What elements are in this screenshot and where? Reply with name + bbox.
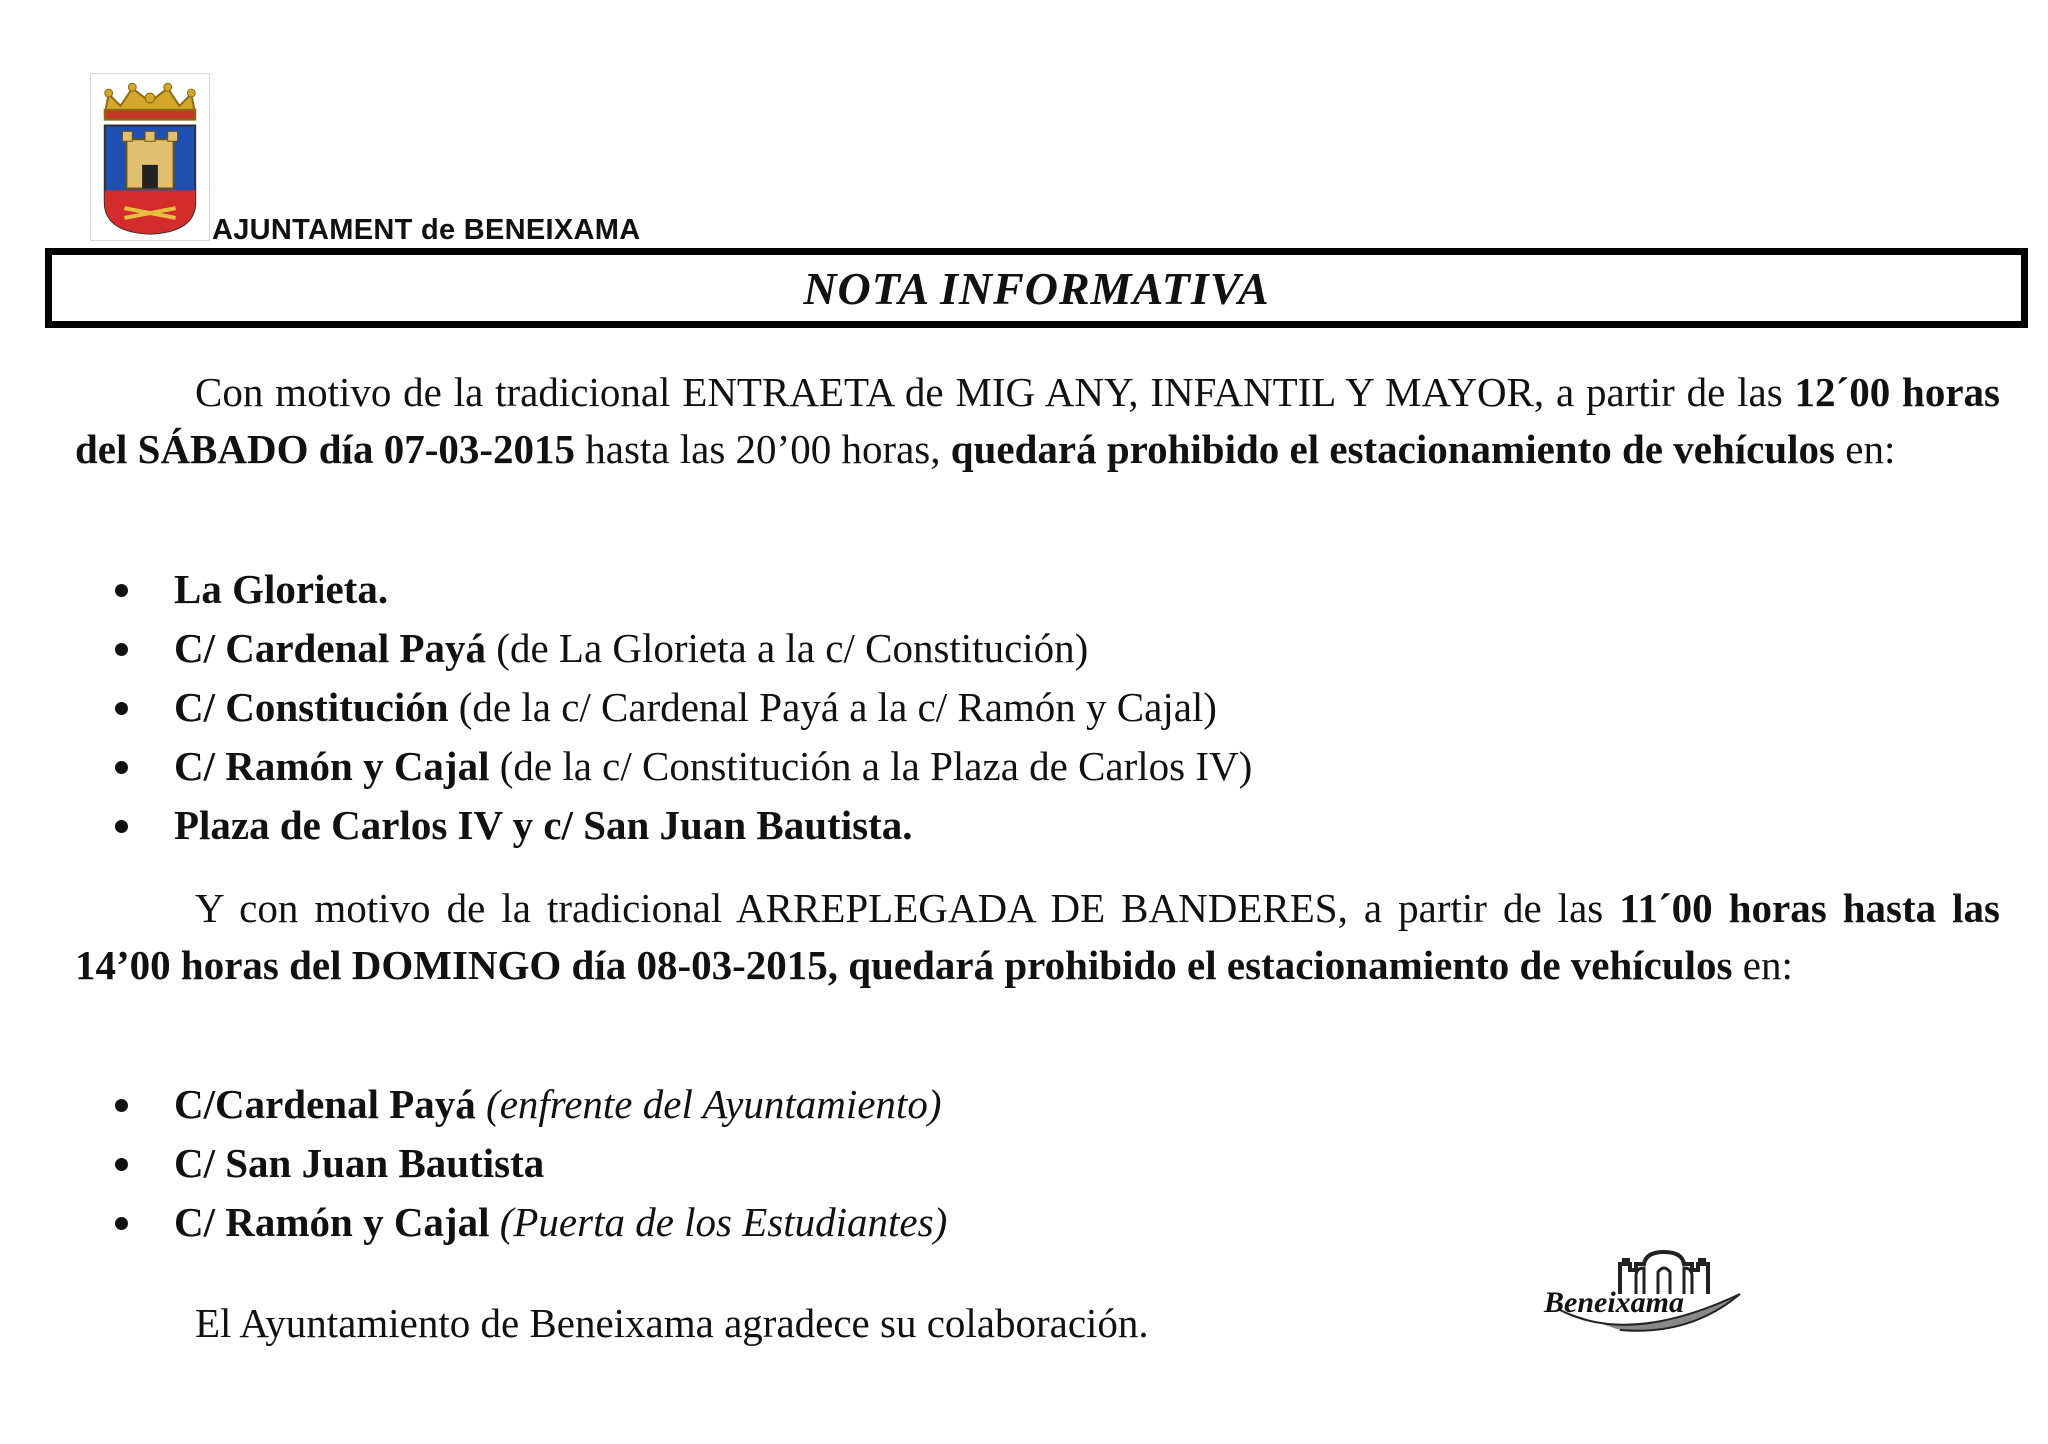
p2-bold-1: 11´00 horas hasta las 14’00 horas del DOMINGO día 08-03-2015, quedará prohibido el estacionamiento de vehículos xyxy=(75,885,2001,988)
list-item xyxy=(75,737,2000,796)
title-box xyxy=(45,248,2028,328)
street-name: C/ Constitución xyxy=(174,684,449,730)
street-name: C/ Cardenal Payá xyxy=(174,625,487,671)
sunday-street-list xyxy=(75,1075,2000,1252)
street-detail: (de la c/ Cardenal Payá a la c/ Ramón y Cajal) xyxy=(448,684,1217,730)
street-detail: (Puerta de los Estudiantes) xyxy=(489,1199,948,1245)
p1-bold-2: quedará prohibido el estacionamiento de vehículos xyxy=(950,426,1835,472)
street-name: La Glorieta. xyxy=(174,566,389,612)
street-name: C/ San Juan Bautista xyxy=(174,1140,545,1186)
list-item xyxy=(75,1075,2000,1134)
street-name: C/ Ramón y Cajal xyxy=(174,743,490,789)
bullet-icon xyxy=(115,1217,128,1230)
p2-text-1: Y con motivo de la tradicional ARREPLEGADA DE BANDERES, a partir de las xyxy=(195,885,1620,931)
bullet-icon xyxy=(115,1099,128,1112)
org-name: AJUNTAMENT de BENEIXAMA xyxy=(212,214,641,246)
street-name: Plaza de Carlos IV y c/ San Juan Bautista. xyxy=(174,802,913,848)
p1-bold-1: 12´00 horas del SÁBADO día 07-03-2015 xyxy=(75,369,2000,472)
list-item xyxy=(75,1193,2000,1252)
town-logo-icon xyxy=(1540,1250,1750,1340)
street-detail: (de la c/ Constitución a la Plaza de Carlos IV) xyxy=(489,743,1253,789)
coat-of-arms-icon xyxy=(90,73,210,241)
street-name: C/Cardenal Payá xyxy=(174,1081,476,1127)
bullet-icon xyxy=(115,643,128,656)
p1-text-1: Con motivo de la tradicional ENTRAETA de MIG ANY, INFANTIL Y MAYOR, a partir de las xyxy=(195,369,1795,415)
p1-text-2: hasta las 20’00 horas, xyxy=(575,426,951,472)
bullet-icon xyxy=(115,820,128,833)
p2-text-2: en: xyxy=(1732,942,1793,988)
paragraph-saturday xyxy=(75,364,2000,478)
logo-text: Beneixama xyxy=(1544,1286,1684,1319)
list-item xyxy=(75,619,2000,678)
bullet-icon xyxy=(115,584,128,597)
list-item xyxy=(75,560,2000,619)
list-item xyxy=(75,796,2000,855)
page-title: NOTA INFORMATIVA xyxy=(803,262,1270,314)
street-detail: (de La Glorieta a la c/ Constitución) xyxy=(486,625,1089,671)
street-detail: (enfrente del Ayuntamiento) xyxy=(475,1081,942,1127)
bullet-icon xyxy=(115,761,128,774)
closing-text: El Ayuntamiento de Beneixama agradece su colaboración. xyxy=(195,1300,1149,1346)
street-name: C/ Ramón y Cajal xyxy=(174,1199,490,1245)
list-item xyxy=(75,678,2000,737)
saturday-street-list xyxy=(75,560,2000,855)
p1-text-3: en: xyxy=(1835,426,1896,472)
paragraph-sunday xyxy=(75,880,2000,994)
bullet-icon xyxy=(115,1158,128,1171)
list-item xyxy=(75,1134,2000,1193)
bullet-icon xyxy=(115,702,128,715)
